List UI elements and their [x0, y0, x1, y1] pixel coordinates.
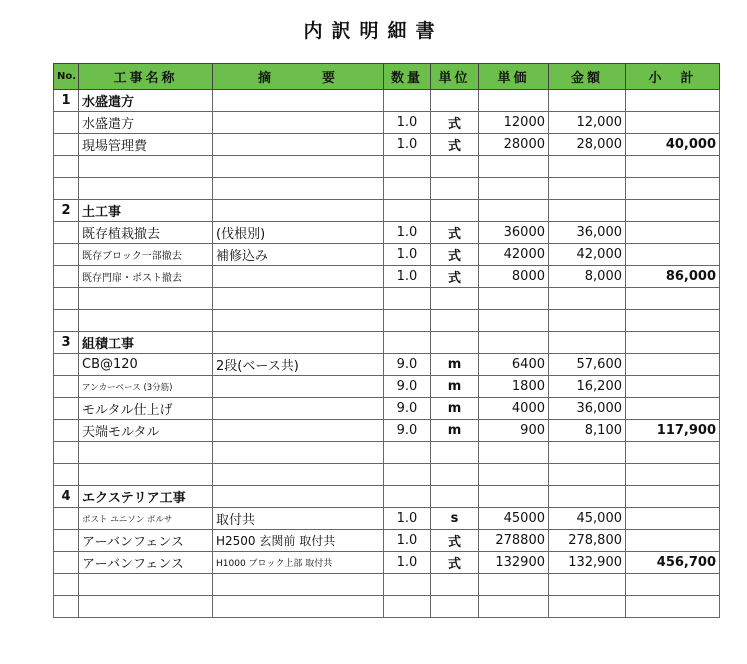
header-row: [54, 64, 720, 90]
table-row: [54, 420, 720, 442]
section-subtotal: 40,000: [626, 134, 720, 156]
item-amount: 28,000: [549, 134, 626, 156]
item-amount: 36,000: [549, 222, 626, 244]
item-desc: 補修込み: [213, 244, 384, 266]
item-unit: 式: [431, 112, 479, 134]
item-desc: H2500 玄関前 取付共: [213, 530, 384, 552]
item-amount: 12,000: [549, 112, 626, 134]
item-amount: 57,600: [549, 354, 626, 376]
item-qty: 1.0: [384, 530, 431, 552]
item-price: 1800: [479, 376, 549, 398]
table-row: [54, 222, 720, 244]
item-desc: (伐根別): [213, 222, 384, 244]
item-unit: m: [431, 376, 479, 398]
header-qty: 数量: [384, 64, 431, 90]
section-title: 土工事: [79, 200, 213, 222]
item-name: 既存門扉・ポスト撤去: [79, 266, 213, 288]
item-name: 既存ブロック一部撤去: [79, 244, 213, 266]
section-title: エクステリア工事: [79, 486, 213, 508]
item-price: 36000: [479, 222, 549, 244]
item-unit: 式: [431, 552, 479, 574]
item-unit: m: [431, 354, 479, 376]
item-name: CB@120: [79, 354, 213, 376]
section-subtotal: 86,000: [626, 266, 720, 288]
header-name: 工事名称: [79, 64, 213, 90]
item-desc: 取付共: [213, 508, 384, 530]
item-desc: [213, 420, 384, 442]
item-amount: 42,000: [549, 244, 626, 266]
header-desc: 摘 要: [213, 64, 384, 90]
section-row: [54, 332, 720, 354]
item-name: 水盛遣方: [79, 112, 213, 134]
table-row: [54, 552, 720, 574]
blank-row: [54, 596, 720, 618]
item-unit: m: [431, 398, 479, 420]
table-row: [54, 398, 720, 420]
blank-row: [54, 464, 720, 486]
item-amount: 132,900: [549, 552, 626, 574]
item-price: 6400: [479, 354, 549, 376]
item-unit: m: [431, 420, 479, 442]
item-unit: 式: [431, 222, 479, 244]
item-price: 42000: [479, 244, 549, 266]
item-amount: 8,100: [549, 420, 626, 442]
table-row: [54, 530, 720, 552]
header-amount: 金額: [549, 64, 626, 90]
blank-row: [54, 156, 720, 178]
item-price: 8000: [479, 266, 549, 288]
blank-row: [54, 442, 720, 464]
item-amount: 45,000: [549, 508, 626, 530]
item-amount: 8,000: [549, 266, 626, 288]
item-name: 現場管理費: [79, 134, 213, 156]
item-price: 4000: [479, 398, 549, 420]
item-price: 900: [479, 420, 549, 442]
section-row: [54, 486, 720, 508]
item-desc: [213, 266, 384, 288]
section-subtotal: 456,700: [626, 552, 720, 574]
item-qty: 9.0: [384, 376, 431, 398]
table-row: [54, 354, 720, 376]
blank-row: [54, 288, 720, 310]
item-name: アンカーベース (3分筋): [79, 376, 213, 398]
item-price: 45000: [479, 508, 549, 530]
item-price: 12000: [479, 112, 549, 134]
section-no: 1: [54, 90, 79, 112]
header-subtotal: 小 計: [626, 64, 720, 90]
table-row: [54, 244, 720, 266]
item-name: モルタル仕上げ: [79, 398, 213, 420]
section-row: [54, 200, 720, 222]
item-desc: H1000 ブロック上部 取付共: [213, 552, 384, 574]
item-qty: 1.0: [384, 508, 431, 530]
blank-row: [54, 574, 720, 596]
table-row: [54, 266, 720, 288]
section-title: 水盛遣方: [79, 90, 213, 112]
item-amount: 16,200: [549, 376, 626, 398]
item-name: アーバンフェンス: [79, 530, 213, 552]
table-row: [54, 376, 720, 398]
item-desc: [213, 376, 384, 398]
item-name: アーバンフェンス: [79, 552, 213, 574]
item-price: 132900: [479, 552, 549, 574]
item-amount: 36,000: [549, 398, 626, 420]
item-qty: 9.0: [384, 398, 431, 420]
blank-row: [54, 178, 720, 200]
section-subtotal: 117,900: [626, 420, 720, 442]
item-desc: [213, 112, 384, 134]
header-unit: 単位: [431, 64, 479, 90]
item-desc: 2段(ベース共): [213, 354, 384, 376]
table-row: [54, 112, 720, 134]
table-row: [54, 134, 720, 156]
item-unit: 式: [431, 244, 479, 266]
item-price: 28000: [479, 134, 549, 156]
item-unit: 式: [431, 266, 479, 288]
item-price: 278800: [479, 530, 549, 552]
item-desc: [213, 398, 384, 420]
section-no: 3: [54, 332, 79, 354]
item-qty: 1.0: [384, 244, 431, 266]
section-no: 4: [54, 486, 79, 508]
item-unit: 式: [431, 134, 479, 156]
item-unit: s: [431, 508, 479, 530]
item-unit: 式: [431, 530, 479, 552]
header-no: No.: [54, 64, 79, 90]
section-row: [54, 90, 720, 112]
item-amount: 278,800: [549, 530, 626, 552]
item-qty: 1.0: [384, 134, 431, 156]
blank-row: [54, 310, 720, 332]
header-price: 単価: [479, 64, 549, 90]
item-qty: 9.0: [384, 354, 431, 376]
item-name: 天端モルタル: [79, 420, 213, 442]
item-qty: 1.0: [384, 112, 431, 134]
section-title: 組積工事: [79, 332, 213, 354]
item-desc: [213, 134, 384, 156]
section-no: 2: [54, 200, 79, 222]
item-qty: 9.0: [384, 420, 431, 442]
item-qty: 1.0: [384, 266, 431, 288]
item-qty: 1.0: [384, 222, 431, 244]
estimate-table: [53, 63, 720, 618]
item-name: ポスト ユニソン ポルサ: [79, 508, 213, 530]
table-row: [54, 508, 720, 530]
item-qty: 1.0: [384, 552, 431, 574]
item-name: 既存植栽撤去: [79, 222, 213, 244]
document-title: 内訳明細書: [303, 20, 444, 42]
